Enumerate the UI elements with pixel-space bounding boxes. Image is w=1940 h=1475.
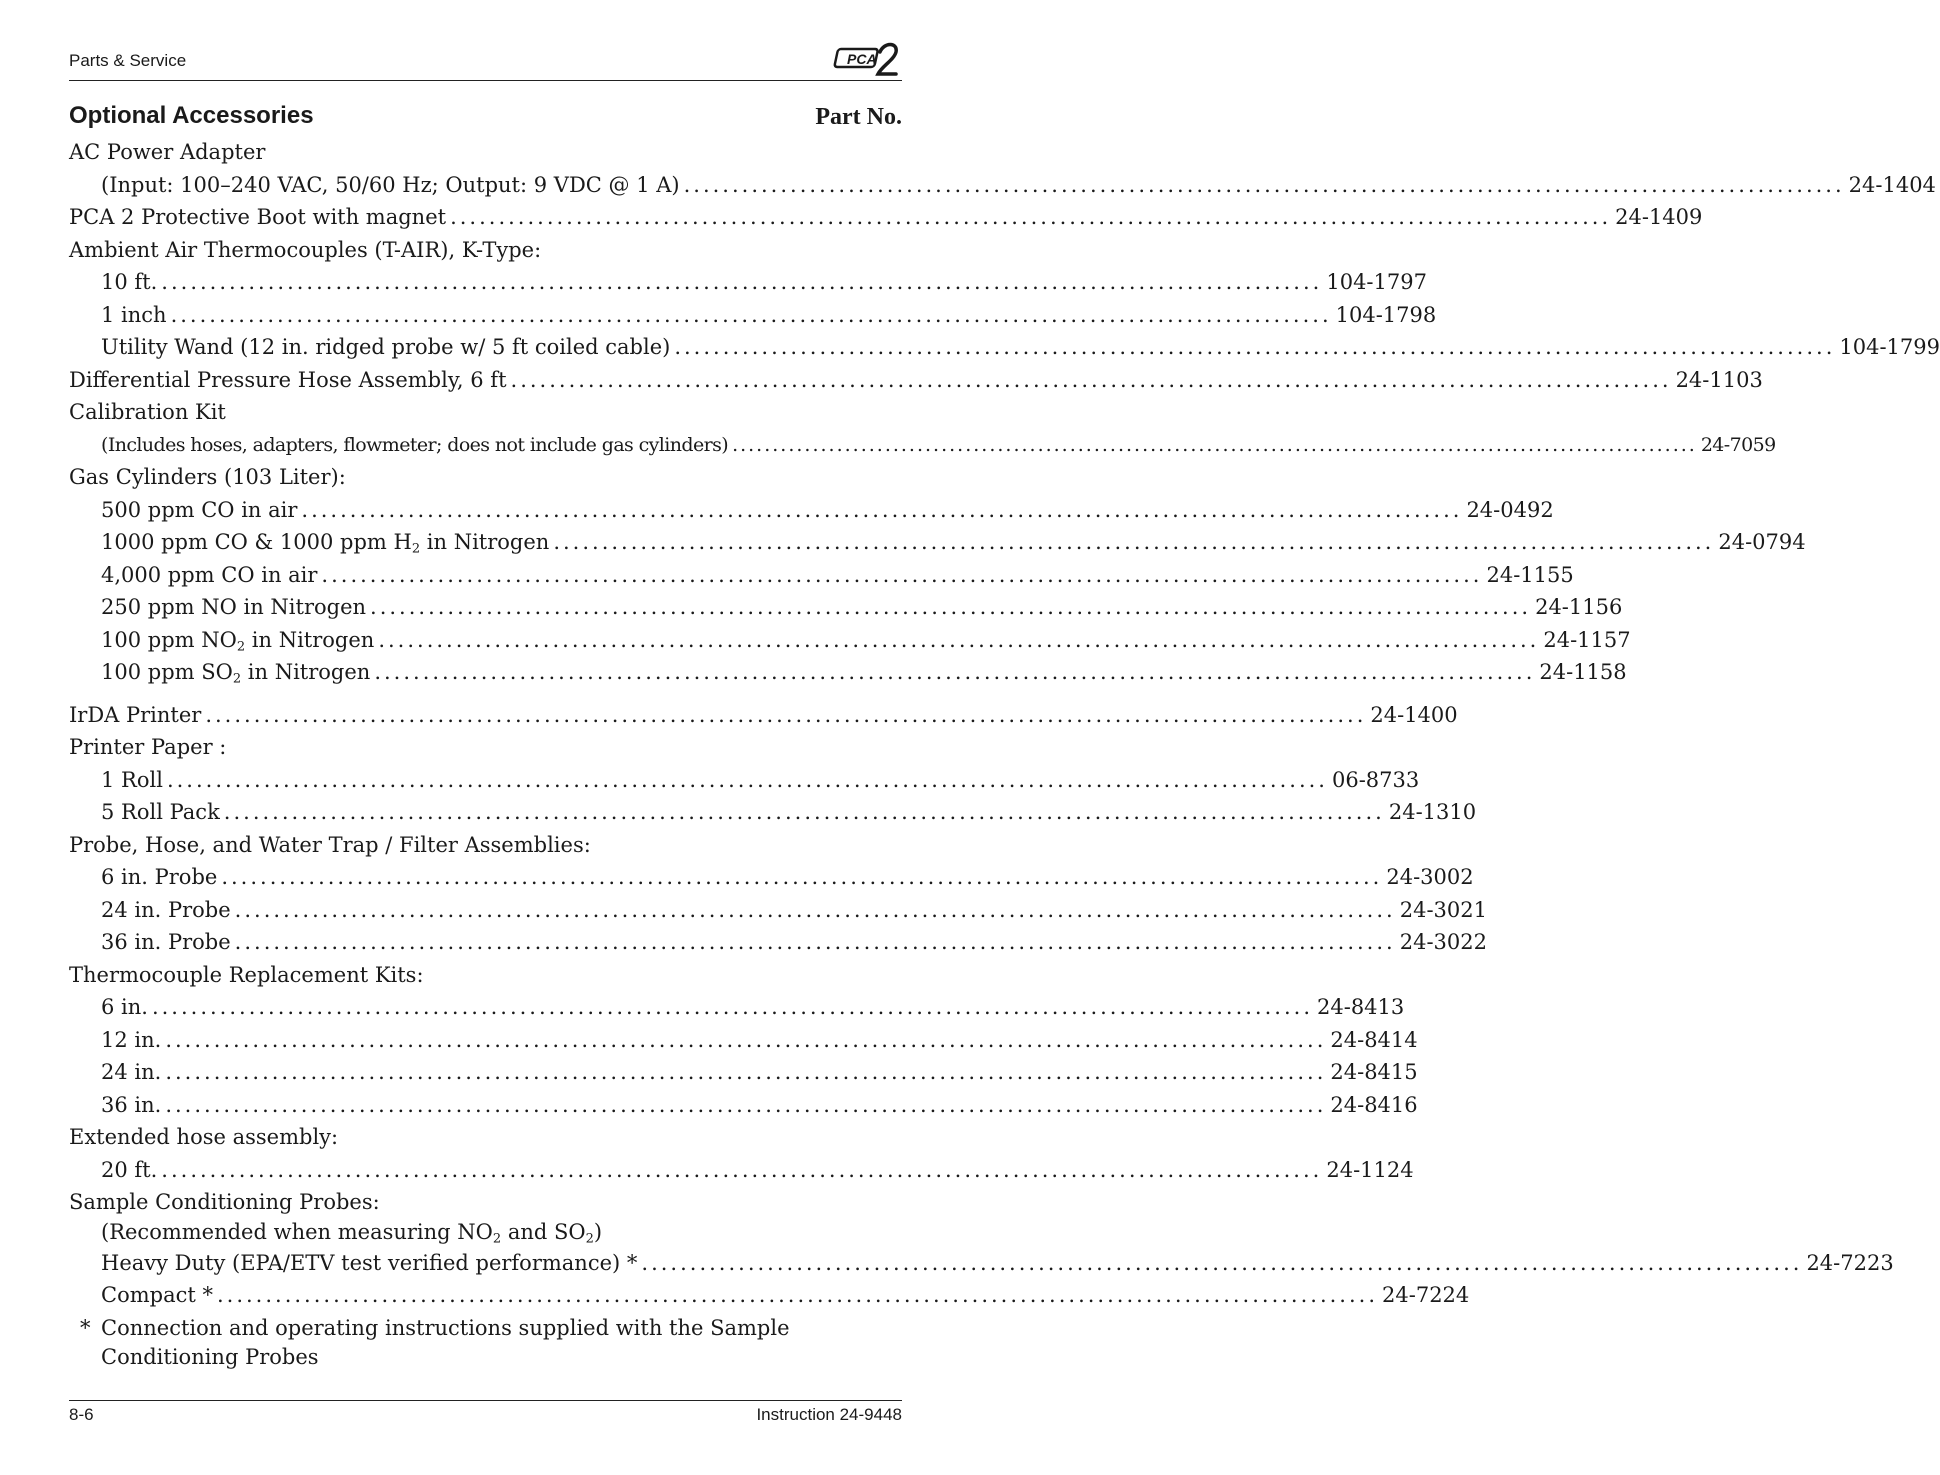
- list-item: [69, 991, 1405, 1024]
- part-number: 24-0794: [1718, 530, 1806, 554]
- dot-leader: ........................................................................................................................: [165, 1027, 1327, 1052]
- list-item: [69, 1247, 1894, 1280]
- dot-leader: ........................................................................................................................: [370, 595, 1532, 619]
- item-name: Sample Conditioning Probes:: [69, 1190, 380, 1214]
- item-name: Extended hose assembly:: [69, 1125, 339, 1149]
- item-name: Heavy Duty (EPA/ETV test verified performance) *: [101, 1250, 638, 1275]
- list-item: [69, 201, 1703, 234]
- item-name: 24 in.: [101, 1060, 162, 1084]
- list-item: [69, 796, 1477, 829]
- list-item-note: [69, 1219, 902, 1247]
- item-name: 5 Roll Pack: [101, 800, 220, 824]
- part-number: 104-1799: [1839, 335, 1940, 359]
- group-gas-cylinders: [69, 461, 902, 494]
- list-item: [69, 1154, 1414, 1187]
- item-name: 1 Roll: [101, 767, 163, 792]
- list-item: [69, 266, 1427, 299]
- part-number: 24-8415: [1330, 1060, 1418, 1084]
- item-name: Utility Wand (12 in. ridged probe w/ 5 ft coiled cable): [101, 335, 671, 359]
- item-name: 6 in. Probe: [101, 865, 218, 889]
- list-item: [69, 764, 1420, 797]
- subscript: 2: [585, 1230, 594, 1246]
- accessories-list: [69, 136, 1940, 1372]
- list-item: [69, 494, 1554, 527]
- part-no-heading: Part No.: [815, 104, 902, 130]
- footnote: [69, 1314, 902, 1372]
- dot-leader: ........................................................................................................................: [221, 865, 1383, 889]
- part-number: 24-7059: [1700, 433, 1776, 456]
- item-name: 20 ft.: [101, 1157, 158, 1182]
- list-item: [69, 699, 1458, 732]
- item-name: [101, 656, 370, 689]
- part-number: 24-3002: [1386, 865, 1474, 889]
- list-item: [69, 894, 1487, 927]
- part-number: 24-3021: [1399, 897, 1487, 922]
- list-item: [69, 591, 1623, 624]
- dot-leader: ........................................................................................................................: [374, 660, 1536, 684]
- item-name: [101, 624, 374, 657]
- footnote-text: Connection and operating instructions supplied with the Sample Conditioning Probes: [101, 1315, 790, 1369]
- dot-leader: ........................................................................................................................: [166, 767, 1328, 792]
- part-number: 24-1409: [1615, 205, 1703, 229]
- item-name: Probe, Hose, and Water Trap / Filter Assemblies:: [69, 832, 591, 857]
- part-number: 24-1124: [1326, 1157, 1414, 1182]
- page-title: Optional Accessories: [69, 102, 314, 129]
- item-name: 6 in.: [101, 995, 148, 1019]
- list-item: [69, 926, 1487, 959]
- dot-leader: ........................................................................................................................: [161, 1157, 1323, 1182]
- item-name: 4,000 ppm CO in air: [101, 562, 318, 587]
- dot-leader: ........................................................................................................................: [301, 497, 1463, 522]
- group-calibration: [69, 396, 902, 429]
- part-number: 24-1400: [1370, 702, 1458, 727]
- item-name: Gas Cylinders (103 Liter):: [69, 465, 346, 489]
- item-name: 36 in. Probe: [101, 930, 231, 954]
- page-header: [69, 48, 902, 81]
- item-name-part: 100 ppm NO: [101, 627, 237, 652]
- dot-leader: ........................................................................................................................: [553, 530, 1715, 554]
- item-name: 1 inch: [101, 302, 167, 327]
- document-number: Instruction 24-9448: [756, 1405, 902, 1424]
- page-footer: [69, 1400, 902, 1424]
- item-name: [101, 526, 549, 559]
- item-name-part: 1000 ppm CO & 1000 ppm H: [101, 530, 412, 554]
- group-ac-power: [69, 136, 902, 169]
- dot-leader: ........................................................................................................................: [683, 172, 1845, 197]
- pca2-logo: [838, 40, 902, 76]
- footnote-marker: *: [80, 1315, 91, 1340]
- group-tc-kits: [69, 959, 902, 992]
- item-name-part: in Nitrogen: [241, 660, 371, 684]
- list-item: [69, 1089, 1418, 1122]
- dot-leader: ........................................................................................................................: [223, 800, 1385, 824]
- list-item: [69, 299, 1437, 332]
- group-thermocouples: [69, 234, 902, 267]
- part-number: 24-1404: [1848, 172, 1936, 197]
- item-name: 12 in.: [101, 1027, 162, 1052]
- list-item: [69, 624, 1631, 657]
- dot-leader: ........................................................................................................................: [641, 1250, 1803, 1275]
- list-item: [69, 1279, 1470, 1312]
- item-name: 500 ppm CO in air: [101, 497, 298, 522]
- part-number: 24-8413: [1317, 995, 1405, 1019]
- item-name: 10 ft.: [101, 270, 158, 294]
- dot-leader: ........................................................................................................................: [378, 627, 1540, 652]
- dot-leader: ........................................................................................................................: [234, 897, 1396, 922]
- dot-leader: ........................................................................................................................: [161, 270, 1323, 294]
- part-number: 24-1155: [1486, 562, 1574, 587]
- subscript: 2: [236, 638, 246, 654]
- group-printer-paper: [69, 731, 902, 764]
- dot-leader: ........................................................................................................................: [151, 995, 1313, 1019]
- part-number: 24-1157: [1543, 627, 1631, 652]
- list-item: [69, 429, 1776, 462]
- list-item: [69, 1056, 1418, 1089]
- part-number: 24-8416: [1330, 1092, 1418, 1117]
- item-name: 250 ppm NO in Nitrogen: [101, 595, 367, 619]
- item-name: Calibration Kit: [69, 400, 226, 424]
- part-number: 24-1310: [1388, 800, 1477, 824]
- svg-text:PCA: PCA: [847, 51, 877, 67]
- list-item: [69, 656, 1627, 689]
- list-item: [69, 331, 1940, 364]
- dot-leader: ........................................................................................................................: [732, 433, 1697, 456]
- part-number: 104-1797: [1326, 270, 1427, 294]
- dot-leader: ........................................................................................................................: [205, 702, 1367, 727]
- item-name-part: 100 ppm SO: [101, 660, 233, 684]
- item-name: (Includes hoses, adapters, flowmeter; does not include gas cylinders): [101, 433, 729, 456]
- dot-leader: ........................................................................................................................: [234, 930, 1396, 954]
- item-name-part: in Nitrogen: [245, 627, 375, 652]
- part-number: 06-8733: [1331, 767, 1420, 792]
- item-name-part: ): [593, 1219, 603, 1244]
- part-number: 24-7223: [1806, 1250, 1894, 1275]
- section-label: Parts & Service: [69, 51, 187, 70]
- subscript: 2: [492, 1230, 502, 1246]
- item-name-part: and SO: [501, 1219, 586, 1244]
- part-number: 24-3022: [1399, 930, 1487, 954]
- dot-leader: ........................................................................................................................: [165, 1092, 1327, 1117]
- item-name: 24 in. Probe: [101, 897, 231, 922]
- dot-leader: ........................................................................................................................: [450, 205, 1612, 229]
- list-item: [69, 169, 1936, 202]
- dot-leader: ........................................................................................................................: [165, 1060, 1327, 1084]
- list-item: [69, 559, 1574, 592]
- dot-leader: ........................................................................................................................: [674, 335, 1836, 359]
- page-number: 8-6: [69, 1405, 94, 1424]
- part-number: 24-0492: [1466, 497, 1554, 522]
- list-item: [69, 364, 1763, 397]
- list-item: [69, 1024, 1418, 1057]
- part-number: 24-7224: [1382, 1283, 1470, 1307]
- dot-leader: ........................................................................................................................: [321, 562, 1483, 587]
- subscript: 2: [411, 541, 421, 557]
- part-number: 24-1103: [1675, 367, 1763, 392]
- item-name: Differential Pressure Hose Assembly, 6 ft: [69, 367, 507, 392]
- dot-leader: ........................................................................................................................: [216, 1283, 1379, 1307]
- list-item: [69, 526, 1806, 559]
- part-number: 24-1158: [1539, 660, 1627, 684]
- group-probes: [69, 829, 902, 862]
- item-name: AC Power Adapter: [69, 140, 266, 164]
- group-extended-hose: [69, 1121, 902, 1154]
- dot-leader: ........................................................................................................................: [170, 302, 1332, 327]
- item-name: Ambient Air Thermocouples (T-AIR), K-Type:: [69, 237, 542, 262]
- list-item: [69, 861, 1474, 894]
- item-name: 36 in.: [101, 1092, 162, 1117]
- part-number: 24-1156: [1535, 595, 1623, 619]
- item-name: Printer Paper :: [69, 735, 227, 759]
- part-number: 104-1798: [1335, 302, 1437, 327]
- item-name: Compact *: [101, 1283, 213, 1307]
- title-row: [69, 102, 902, 134]
- item-name: (Input: 100–240 VAC, 50/60 Hz; Output: 9 VDC @ 1 A): [101, 172, 680, 197]
- item-name: IrDA Printer: [69, 702, 202, 727]
- item-name: PCA 2 Protective Boot with magnet: [69, 205, 447, 229]
- group-sample-probes: [69, 1186, 902, 1219]
- item-name-part: in Nitrogen: [420, 530, 550, 554]
- item-name: Thermocouple Replacement Kits:: [69, 962, 424, 987]
- item-name-part: (Recommended when measuring NO: [101, 1219, 493, 1244]
- dot-leader: ........................................................................................................................: [510, 367, 1672, 392]
- subscript: 2: [232, 671, 242, 687]
- part-number: 24-8414: [1330, 1027, 1418, 1052]
